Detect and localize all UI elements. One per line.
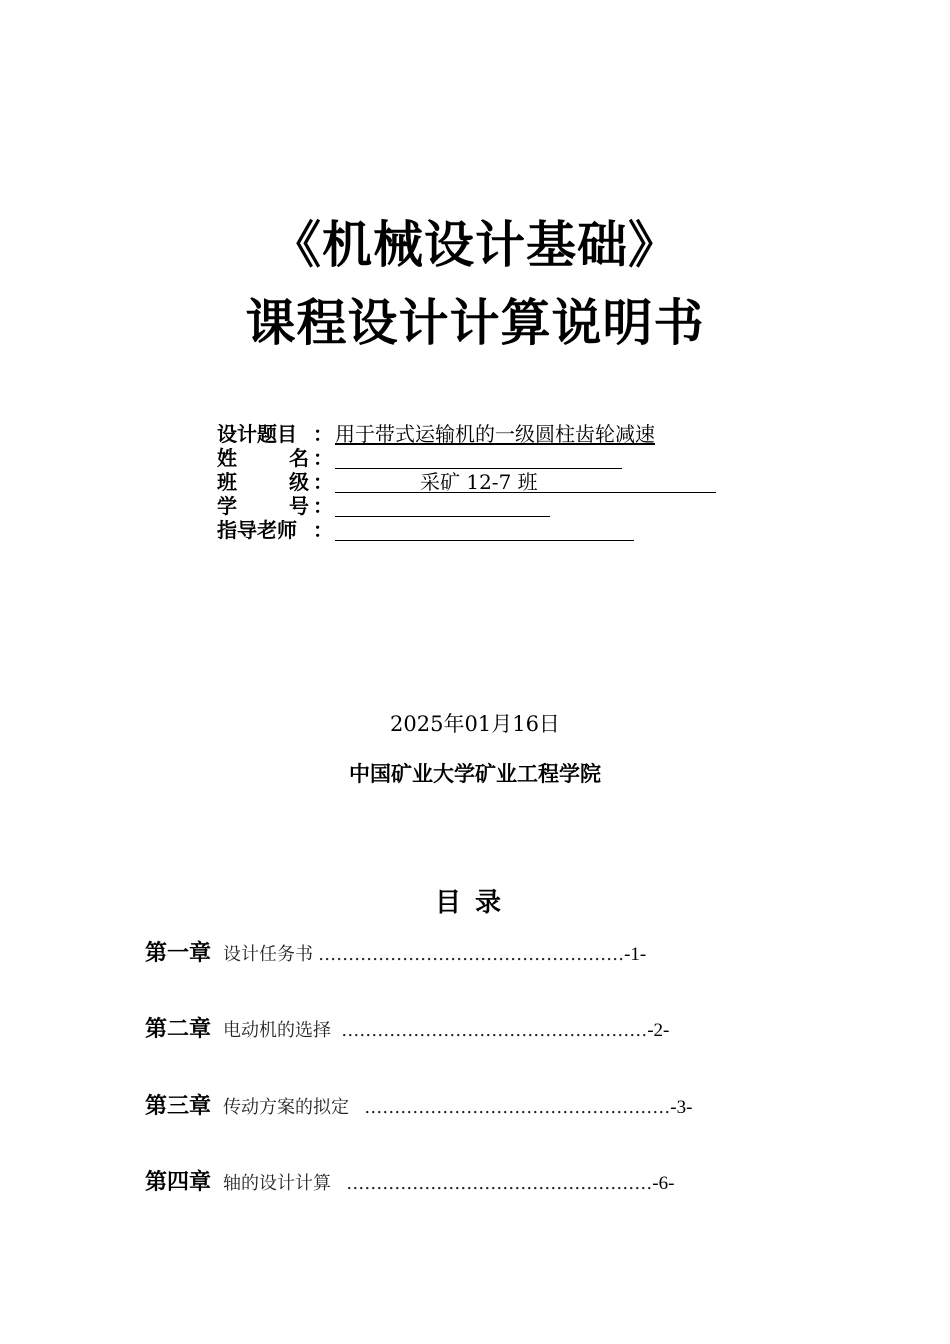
advisor-colon: ： — [313, 518, 333, 542]
toc-name: 电动机的选择 — [223, 1020, 332, 1041]
student-id-blank — [335, 494, 550, 517]
toc-leader: …………………………………………… — [318, 944, 625, 965]
document-title-line-2: 课程设计计算说明书 — [245, 294, 705, 352]
toc-item[interactable] — [145, 936, 646, 966]
toc-leader: …………………………………………… — [364, 1097, 671, 1118]
toc-leader: …………………………………………… — [346, 1173, 653, 1194]
toc-chapter: 第一章 — [145, 941, 212, 966]
toc-chapter: 第四章 — [145, 1170, 212, 1195]
date: 2025年01月16日 — [390, 712, 560, 736]
name-colon: ： — [313, 446, 333, 470]
toc-item[interactable] — [145, 1089, 692, 1119]
toc-item[interactable] — [145, 1165, 674, 1195]
name-blank — [335, 446, 622, 469]
toc-leader: …………………………………………… — [341, 1020, 648, 1041]
toc-page: -6- — [652, 1173, 675, 1194]
toc-chapter: 第三章 — [145, 1094, 212, 1119]
document-title-line-1: 《机械设计基础》 — [271, 216, 679, 274]
topic-label: 设计题目 — [217, 422, 297, 446]
toc-title: 目录 — [434, 888, 515, 918]
class-field — [335, 470, 716, 493]
class-colon: ： — [313, 470, 333, 494]
student-id-label: 学 号 — [217, 494, 309, 518]
class-label: 班 级 — [217, 470, 309, 494]
toc-name: 轴的设计计算 — [223, 1173, 332, 1194]
school-name: 中国矿业大学矿业工程学院 — [349, 762, 601, 786]
toc-chapter: 第二章 — [145, 1017, 212, 1042]
name-label: 姓 名 — [217, 446, 309, 470]
class-value: 采矿 12-7 班 — [420, 470, 538, 494]
toc-page: -1- — [624, 944, 647, 965]
toc-name: 设计任务书 — [223, 944, 314, 965]
advisor-blank — [335, 518, 634, 541]
toc-page: -3- — [670, 1097, 693, 1118]
toc-name: 传动方案的拟定 — [223, 1097, 350, 1118]
topic-colon: ： — [313, 422, 333, 446]
toc-item[interactable] — [145, 1012, 669, 1042]
advisor-label: 指导老师 — [217, 518, 297, 542]
toc-page: -2- — [647, 1020, 670, 1041]
student-id-colon: ： — [313, 494, 333, 518]
topic-value: 用于带式运输机的一级圆柱齿轮减速 — [335, 422, 655, 446]
